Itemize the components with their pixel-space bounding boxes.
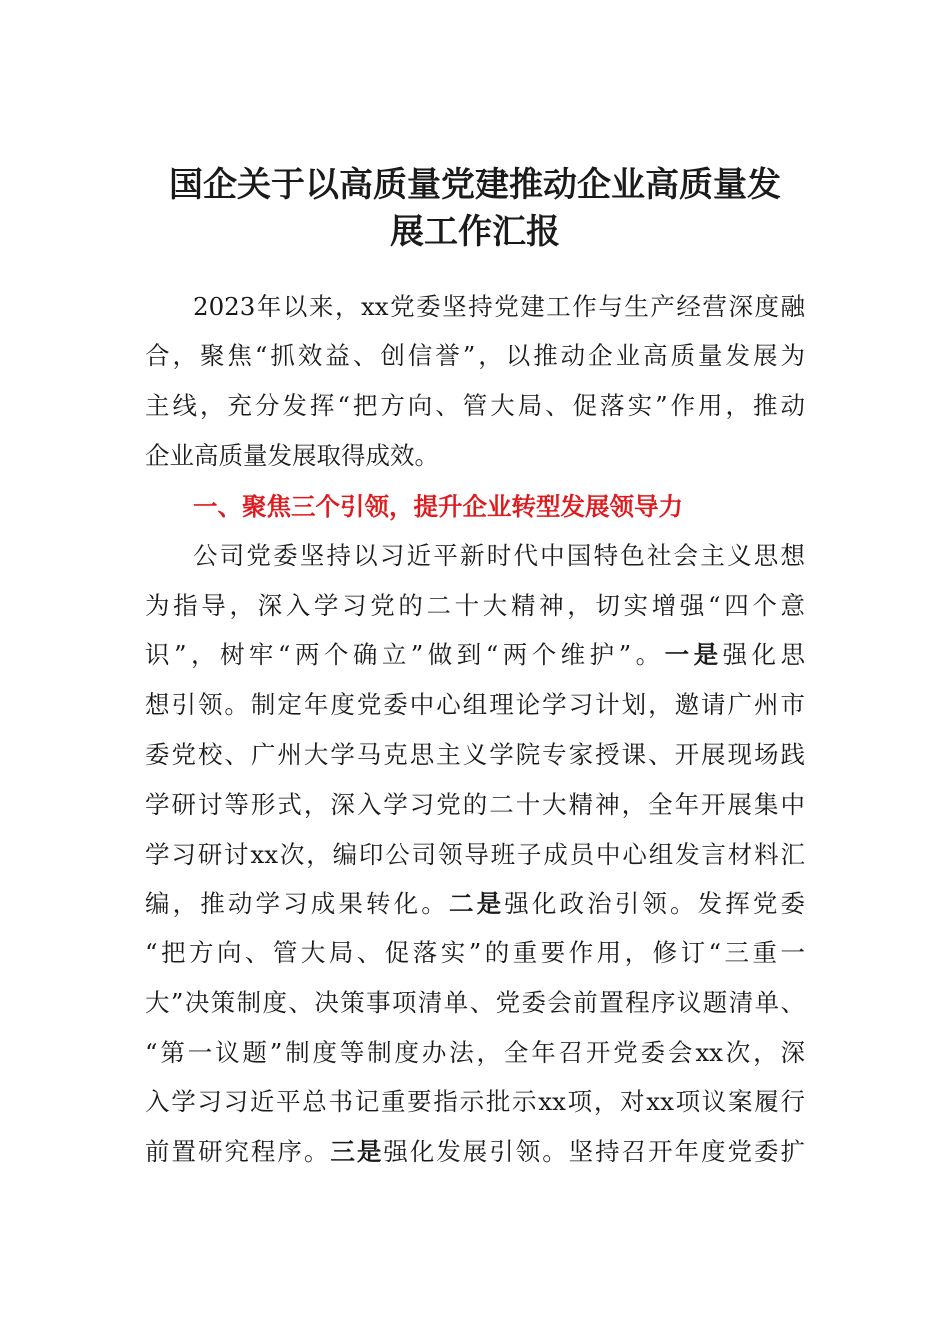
body-text: 编，推动学习成果转化。 — [145, 889, 449, 918]
emphasis-label: 二是 — [448, 889, 505, 918]
intro-line-3: 主线，充分发挥“把方向、管大局、促落实”作用，推动 — [145, 391, 805, 420]
emphasis-label: 三是 — [330, 1137, 384, 1166]
body-line-10: 大”决策制度、决策事项清单、党委会前置程序议题清单、 — [145, 988, 805, 1017]
body-line-11: “第一议题”制度等制度办法，全年召开党委会xx次，深 — [145, 1038, 805, 1067]
intro-line-1: 2023年以来，xx党委坚持党建工作与生产经营深度融 — [193, 292, 805, 321]
body-line-7: 学习研讨xx次，编印公司领导班子成员中心组发言材料汇 — [145, 840, 805, 869]
body-text: 强化政治引领。发挥党委 — [504, 889, 806, 918]
document-title-line-2: 展工作汇报 — [390, 212, 560, 252]
body-line-1: 公司党委坚持以习近平新时代中国特色社会主义思想 — [193, 541, 805, 570]
body-line-9: “把方向、管大局、促落实”的重要作用，修订“三重一 — [145, 938, 805, 967]
body-line-4: 想引领。制定年度党委中心组理论学习计划，邀请广州市 — [145, 690, 805, 719]
intro-line-4: 企业高质量发展取得成效。 — [145, 441, 439, 470]
intro-line-2: 合，聚焦“抓效益、创信誉”，以推动企业高质量发展为 — [145, 341, 805, 370]
body-line-2: 为指导，深入学习党的二十大精神，切实增强“四个意 — [145, 591, 805, 620]
body-text: 前置研究程序。 — [145, 1137, 331, 1166]
body-text: 强化发展引领。坚持召开年度党委扩 — [383, 1137, 806, 1166]
body-text: 识”，树牢“两个确立”做到“两个维护”。 — [145, 640, 665, 669]
body-line-6: 学研讨等形式，深入学习党的二十大精神，全年开展集中 — [145, 790, 805, 819]
body-text: 强化思 — [722, 640, 806, 669]
body-line-13 — [145, 1137, 805, 1167]
body-line-5: 委党校、广州大学马克思主义学院专家授课、开展现场践 — [145, 740, 805, 769]
section-heading: 一、聚焦三个引领，提升企业转型发展领导力 — [193, 492, 683, 521]
body-line-12: 入学习习近平总书记重要指示批示xx项，对xx项议案履行 — [145, 1087, 805, 1116]
body-line-8 — [145, 889, 805, 919]
document-title-line-1: 国企关于以高质量党建推动企业高质量发 — [169, 165, 781, 205]
emphasis-label: 一是 — [664, 640, 723, 669]
body-line-3 — [145, 640, 805, 670]
